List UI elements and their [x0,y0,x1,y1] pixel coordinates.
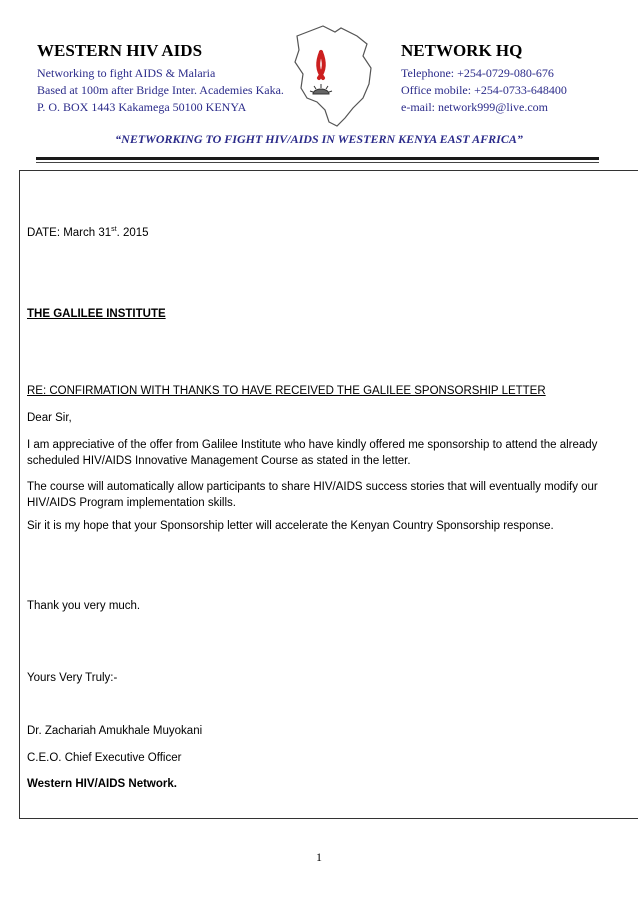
letterhead-telephone: Telephone: +254-0729-080-676 [401,66,554,80]
paragraph-hope: Sir it is my hope that your Sponsorship letter will accelerate the Kenyan Country Sponsorship response. [27,520,554,532]
signatory-title: C.E.O. Chief Executive Officer [27,752,182,764]
closing-line: Yours Very Truly:- [27,672,118,684]
hq-name: NETWORK HQ [401,41,523,60]
letterhead-mobile: Office mobile: +254-0733-648400 [401,83,567,97]
paragraph-offer: I am appreciative of the offer from Galilee Institute who have kindly offered me sponsorship to attend the already scheduled HIV/AIDS Innovative Management Course as stated in the letter. [27,439,598,467]
paragraph-course: The course will automatically allow participants to share HIV/AIDS success stories that will eventually modify our HIV/AIDS Program implementation skills. [27,481,598,509]
org-name: WESTERN HIV AIDS [37,41,203,60]
letterhead-email: e-mail: network999@live.com [401,100,549,114]
letterhead-tagline: Networking to fight AIDS & Malaria [37,66,216,80]
thanks-line: Thank you very much. [27,600,141,612]
subject-line: RE: CONFIRMATION WITH THANKS TO HAVE RECEIVED THE GALILEE SPONSORSHIP LETTER [27,385,546,397]
letterhead-postal-address: P. O. BOX 1443 Kakamega 50100 KENYA [37,100,247,114]
motto: “NETWORKING TO FIGHT HIV/AIDS IN WESTERN KENYA EAST AFRICA” [115,132,523,146]
signatory-org: Western HIV/AIDS Network. [27,778,177,790]
recipient: THE GALILEE INSTITUTE [27,308,166,320]
letter-date: DATE: March 31st. 2015 [27,226,149,239]
header-divider-thin [36,162,599,163]
signatory-name: Dr. Zachariah Amukhale Muyokani [27,725,203,737]
letterhead-location: Based at 100m after Bridge Inter. Academies Kaka. [37,83,284,97]
page-number: 1 [316,850,322,864]
kenya-map-emblem-icon [283,22,383,132]
header-divider [36,157,599,160]
salutation: Dear Sir, [27,412,72,424]
